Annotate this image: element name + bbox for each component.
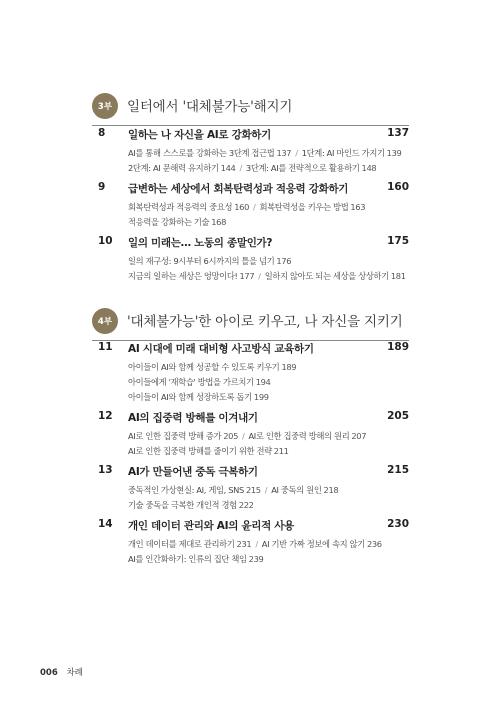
chapter-page: 189 (387, 341, 409, 353)
subsection-title: 회복탄력성과 적응력의 중요성 (128, 202, 233, 212)
subsection-page: 236 (366, 539, 382, 549)
subsection-title: AI를 통해 스스로를 강화하는 3단계 접근법 (128, 148, 275, 158)
chapter-number: 13 (98, 464, 113, 476)
chapter-title: 일하는 나 자신을 AI로 강화하기 (128, 129, 271, 141)
chapter-title: 개인 데이터 관리와 AI의 윤리적 사용 (128, 520, 295, 532)
subsection-title: 1단계: AI 마인드 가지기 (301, 148, 385, 158)
subsection-title: 2단계: AI 문해력 유지하기 (128, 163, 219, 173)
chapter-heading (98, 181, 409, 197)
chapter-heading (98, 518, 409, 534)
subsection-title: 3단계: AI를 전략적으로 활용하기 (245, 163, 360, 173)
subsection-page: 163 (350, 202, 366, 212)
subsection-line (128, 444, 409, 459)
subsection-page: 148 (361, 163, 377, 173)
subsection-page: 239 (248, 554, 264, 564)
subsection-page: 231 (236, 539, 252, 549)
chapter-page: 137 (387, 127, 409, 139)
chapter-number: 9 (98, 181, 106, 193)
subsection-title: AI를 인간화하기: 인류의 집단 책임 (128, 554, 247, 564)
subsection-title: 아이들이 AI와 함께 성공할 수 있도록 키우기 (128, 362, 280, 372)
part-header (92, 90, 409, 126)
subsection-line (128, 269, 409, 284)
subsection-list (128, 483, 409, 513)
page-number: 006 (40, 668, 58, 678)
subsection-line (128, 552, 409, 567)
separator: / (253, 202, 256, 212)
subsection-title: 일하지 않아도 되는 세상을 상상하기 (264, 271, 389, 281)
chapter-heading (98, 235, 409, 251)
chapter-title: AI의 집중력 방해를 이겨내기 (128, 412, 258, 424)
part-title: '대체불가능'한 아이로 키우고, 나 자신을 지키기 (127, 314, 403, 330)
chapter-title: AI가 만들어낸 중독 극복하기 (128, 466, 258, 478)
subsection-page: 137 (276, 148, 292, 158)
subsection-page: 222 (238, 500, 254, 510)
separator: / (239, 163, 242, 173)
chapter-entry[interactable] (98, 341, 409, 405)
chapter-page: 160 (387, 181, 409, 193)
subsection-list (128, 429, 409, 459)
chapter-page: 205 (387, 410, 409, 422)
separator: / (242, 431, 245, 441)
chapter-page: 215 (387, 464, 409, 476)
subsection-page: 177 (239, 271, 255, 281)
subsection-line (128, 360, 409, 375)
chapter-entry[interactable] (98, 410, 409, 459)
subsection-page: 211 (273, 446, 289, 456)
subsection-page: 218 (323, 485, 339, 495)
subsection-list (128, 537, 409, 567)
separator: / (264, 485, 268, 495)
subsection-line (128, 161, 409, 176)
subsection-page: 160 (234, 202, 250, 212)
subsection-title: 일의 재구성: 9시부터 6시까지의 틀을 넘기 (128, 256, 275, 266)
subsection-page: 207 (351, 431, 367, 441)
subsection-list (128, 146, 409, 176)
subsection-list (128, 360, 409, 405)
subsection-page: 181 (390, 271, 406, 281)
chapter-page: 175 (387, 235, 409, 247)
chapter-title: AI 시대에 미래 대비형 사고방식 교육하기 (128, 343, 314, 355)
subsection-line (128, 215, 409, 230)
separator: / (258, 271, 261, 281)
chapter-heading (98, 410, 409, 426)
separator: / (255, 539, 258, 549)
subsection-page: 205 (223, 431, 239, 441)
subsection-title: 적응력을 강화하는 기술 (128, 217, 210, 227)
subsection-page: 144 (220, 163, 236, 173)
subsection-title: 중독적인 가상현실: AI, 게임, SNS (128, 485, 244, 495)
subsection-title: 아이들이 AI와 함께 성장하도록 돕기 (128, 392, 252, 402)
subsection-page: 215 (245, 485, 261, 495)
subsection-title: 지금의 일하는 세상은 엉망이다! (128, 271, 238, 281)
chapter-entry[interactable] (98, 518, 409, 567)
part-header (92, 305, 409, 341)
subsection-line (128, 254, 409, 269)
subsection-title: AI 기반 가짜 정보에 속지 않기 (261, 539, 365, 549)
subsection-page: 168 (211, 217, 227, 227)
subsection-page: 189 (281, 362, 297, 372)
part-divider (92, 125, 409, 126)
subsection-title: 개인 데이터를 제대로 관리하기 (128, 539, 235, 549)
subsection-line (128, 200, 409, 215)
subsection-title: 기술 중독을 극복한 개인적 경험 (128, 500, 237, 510)
chapter-entry[interactable] (98, 464, 409, 513)
subsection-list (128, 200, 409, 230)
chapter-title: 급변하는 세상에서 회복탄력성과 적응력 강화하기 (128, 183, 349, 195)
subsection-title: 회복탄력성을 키우는 방법 (259, 202, 349, 212)
chapter-entry[interactable] (98, 181, 409, 230)
subsection-page: 176 (276, 256, 292, 266)
subsection-title: 아이들에게 '재학습' 방법을 가르치기 (128, 377, 254, 387)
chapter-number: 8 (98, 127, 106, 139)
subsection-page: 194 (255, 377, 271, 387)
page-footer (40, 666, 83, 678)
separator: / (295, 148, 298, 158)
part-title: 일터에서 '대체불가능'해지기 (127, 99, 293, 115)
part-badge: 3부 (92, 93, 118, 119)
chapter-number: 10 (98, 235, 113, 247)
footer-section-label: 차례 (66, 668, 83, 678)
subsection-title: AI로 인한 집중력 방해의 원리 (248, 431, 350, 441)
chapter-number: 12 (98, 410, 113, 422)
subsection-line (128, 429, 409, 444)
chapter-page: 230 (387, 518, 409, 530)
chapter-entry[interactable] (98, 127, 409, 176)
chapter-title: 일의 미래는… 노동의 종말인가? (128, 237, 273, 249)
chapter-heading (98, 464, 409, 480)
chapter-entry[interactable] (98, 235, 409, 284)
subsection-title: AI로 인한 집중력 방해 증가 (128, 431, 222, 441)
part-badge: 4부 (92, 308, 118, 334)
subsection-line (128, 498, 409, 513)
chapter-number: 11 (98, 341, 113, 353)
subsection-line (128, 390, 409, 405)
subsection-line (128, 375, 409, 390)
subsection-line (128, 146, 409, 161)
chapter-heading (98, 341, 409, 357)
chapter-number: 14 (98, 518, 113, 530)
subsection-line (128, 537, 409, 552)
subsection-page: 199 (253, 392, 269, 402)
subsection-page: 139 (386, 148, 402, 158)
subsection-line (128, 483, 409, 498)
chapter-heading (98, 127, 409, 143)
subsection-title: AI 중독의 원인 (271, 485, 322, 495)
subsection-title: AI로 인한 집중력 방해를 줄이기 위한 전략 (128, 446, 272, 456)
subsection-list (128, 254, 409, 284)
